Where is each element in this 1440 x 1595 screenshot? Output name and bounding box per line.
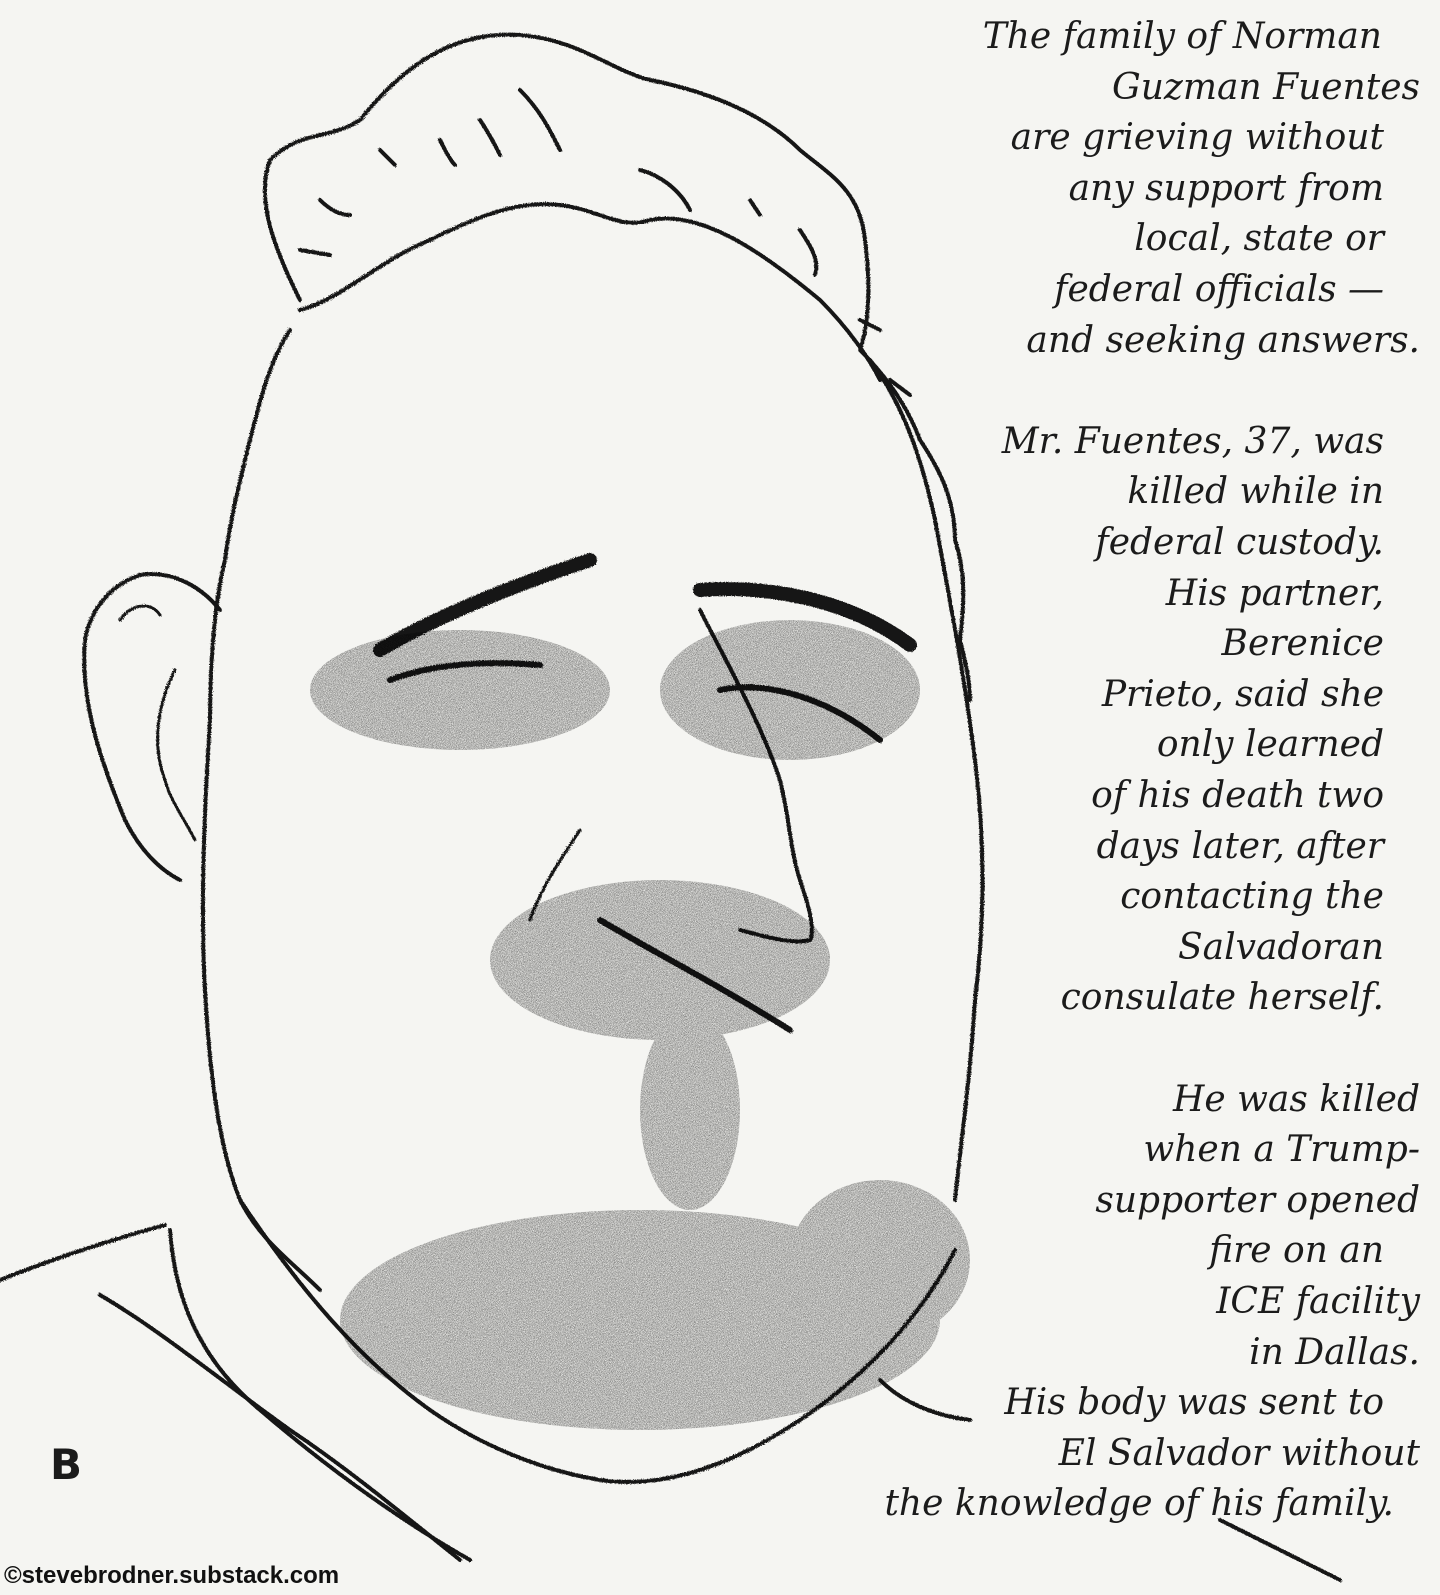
caption-line: killed while in — [1127, 471, 1384, 513]
mustache-shading — [490, 880, 830, 1040]
caption-line: in Dallas. — [1249, 1331, 1420, 1373]
caption-line: Prieto, said she — [1101, 673, 1384, 715]
caption-line: are grieving without — [1010, 117, 1384, 159]
chin-shading — [640, 1010, 740, 1210]
caption-line: Berenice — [1221, 623, 1384, 665]
caption-line: El Salvador without — [1058, 1432, 1420, 1474]
caption-line: and seeking answers. — [1026, 319, 1420, 361]
ear-inner — [120, 606, 195, 840]
caption-line: the knowledge of his family. — [884, 1483, 1394, 1525]
caption-line: Salvadoran — [1177, 926, 1384, 968]
caption-line: contacting the — [1120, 876, 1384, 918]
brow-shading-left — [310, 630, 610, 750]
caption-line: federal custody. — [1095, 522, 1384, 563]
caption-line: local, state or — [1134, 218, 1384, 260]
shoulder-left — [0, 1225, 165, 1280]
caption-line: He was killed — [1172, 1078, 1420, 1120]
caption-line: days later, after — [1096, 825, 1384, 867]
caption-line: only learned — [1156, 724, 1384, 766]
artist-signature: B — [50, 1440, 83, 1489]
face-left-contour — [203, 330, 320, 1290]
caption-line: Guzman Fuentes — [1111, 66, 1420, 108]
caption-line: when a Trump- — [1143, 1129, 1420, 1171]
hair-curls — [300, 90, 910, 395]
caption-line: consulate herself. — [1060, 977, 1384, 1019]
caption-line: any support from — [1068, 167, 1384, 209]
caption-line: federal officials — — [1054, 269, 1384, 310]
caption-line: His partner, — [1165, 572, 1384, 614]
caption-line: The family of Norman — [982, 16, 1382, 57]
credit-line: ©stevebrodner.substack.com — [4, 1562, 340, 1589]
caption-line: His body was sent to — [1004, 1382, 1384, 1424]
caption-line: fire on an — [1209, 1230, 1384, 1272]
ear — [84, 574, 220, 880]
caption-line: ICE facility — [1216, 1281, 1420, 1322]
caption-text-block — [840, 12, 1420, 1572]
hairline — [300, 204, 880, 380]
caption-line: supporter opened — [1095, 1179, 1420, 1221]
caption-line: of his death two — [1091, 775, 1384, 816]
caption-line: Mr. Fuentes, 37, was — [1001, 420, 1384, 462]
